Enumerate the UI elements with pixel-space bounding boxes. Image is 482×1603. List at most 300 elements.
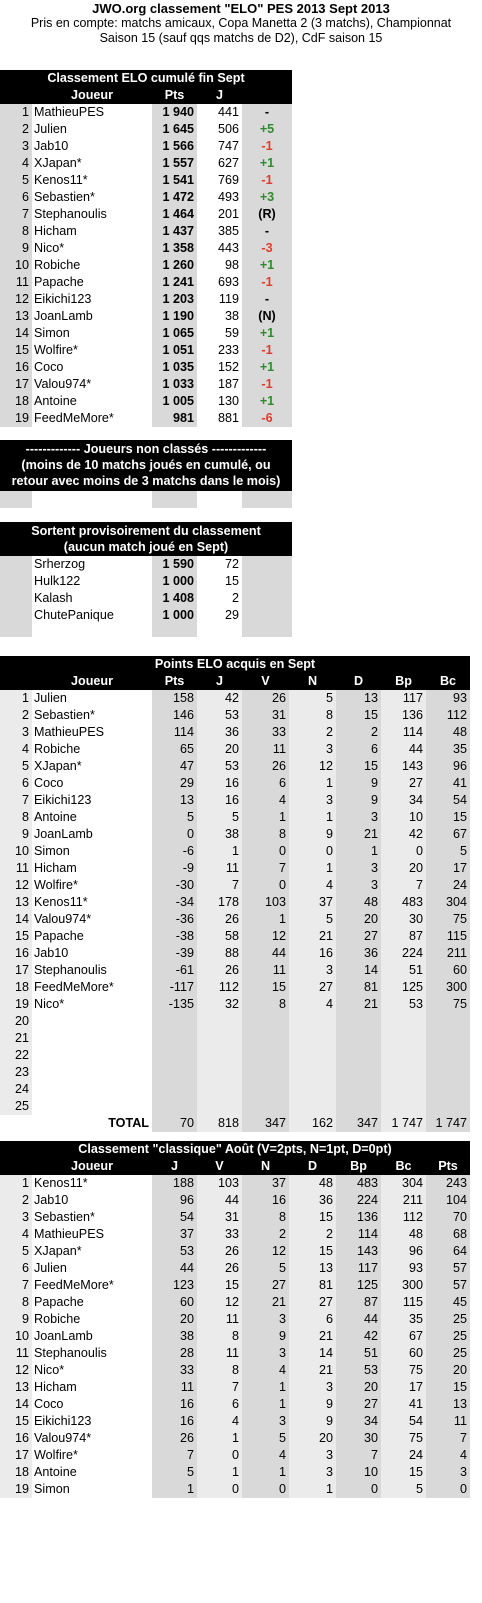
player-cell: Jab10	[34, 139, 69, 153]
d-cell: 21	[289, 1362, 336, 1379]
n-cell: 8	[242, 1209, 289, 1226]
bc-cell	[426, 1030, 470, 1047]
pts-cell	[152, 1098, 197, 1115]
table-row	[0, 556, 292, 573]
rank-cell: 17	[0, 1447, 32, 1464]
player-cell: Julien	[34, 122, 67, 136]
rank-cell: 19	[0, 1481, 32, 1498]
rank-cell: 19	[0, 410, 32, 427]
table-row	[0, 962, 470, 979]
player-cell: Robiche	[34, 258, 81, 272]
j-cell: 37	[152, 1226, 197, 1243]
v-cell: 44	[197, 1192, 242, 1209]
unranked-note-line-2: retour avec moins de 3 matchs dans le mois)	[0, 473, 292, 491]
table-row	[0, 792, 470, 809]
bp-cell: 42	[336, 1328, 381, 1345]
d-cell	[336, 1030, 381, 1047]
d-cell	[336, 1064, 381, 1081]
rank-cell: 4	[0, 155, 32, 172]
rank-cell: 5	[0, 172, 32, 189]
table-row	[0, 1413, 470, 1430]
elo-ranking-table	[0, 70, 292, 427]
table-row	[0, 308, 292, 325]
player-cell: Kenos11*	[34, 895, 88, 909]
j-cell: 493	[217, 190, 239, 204]
rank-cell: 10	[0, 257, 32, 274]
player-cell: Eikichi123	[34, 793, 92, 807]
bc-cell	[426, 1013, 470, 1030]
table-row	[0, 1030, 470, 1047]
n-cell: 4	[242, 1447, 289, 1464]
pts-cell: 1 033	[152, 376, 197, 393]
d-cell: 36	[289, 1192, 336, 1209]
n-cell: 9	[242, 1328, 289, 1345]
bp-cell	[381, 1081, 426, 1098]
j-cell: 112	[197, 979, 242, 996]
j-cell	[197, 1098, 242, 1115]
pts-cell: 114	[152, 724, 197, 741]
rank-cell: 22	[0, 1047, 32, 1064]
table-row	[0, 1277, 470, 1294]
n-cell	[289, 1047, 336, 1064]
bp-cell: 20	[336, 1379, 381, 1396]
table-row	[0, 189, 292, 206]
rank-change-cell: -1	[242, 376, 292, 393]
player-cell: Nico*	[34, 997, 65, 1011]
j-cell: 16	[197, 775, 242, 792]
player-cell: Hicham	[34, 861, 77, 875]
pts-cell: 1 408	[152, 590, 197, 607]
bc-cell: 300	[381, 1277, 426, 1294]
pts-cell: -39	[152, 945, 197, 962]
j-cell: 38	[197, 826, 242, 843]
d-cell: 21	[336, 826, 381, 843]
pts-cell: 1 358	[152, 240, 197, 257]
n-cell: 0	[289, 843, 336, 860]
bc-cell: 48	[426, 724, 470, 741]
v-cell: 1	[197, 1464, 242, 1481]
v-cell	[242, 1081, 289, 1098]
table-row	[0, 894, 470, 911]
col-header-v: V	[197, 1158, 242, 1175]
v-cell: 1	[242, 809, 289, 826]
player-cell: Hicham	[34, 1380, 77, 1394]
n-cell: 37	[242, 1175, 289, 1192]
bp-cell: 51	[381, 962, 426, 979]
pts-cell: 13	[426, 1396, 470, 1413]
n-cell: 21	[242, 1294, 289, 1311]
pts-cell: 243	[426, 1175, 470, 1192]
rank-cell: 25	[0, 1098, 32, 1115]
d-cell: 13	[336, 690, 381, 707]
col-header-bc: Bc	[381, 1158, 426, 1175]
player-cell: Wolfire*	[34, 1448, 78, 1462]
d-cell: 14	[336, 962, 381, 979]
v-cell: 33	[242, 724, 289, 741]
d-cell	[336, 1081, 381, 1098]
col-header-d: D	[336, 673, 381, 690]
table-row	[0, 775, 470, 792]
table-row	[0, 843, 470, 860]
player-cell: Stephanoulis	[34, 963, 107, 977]
player-cell: Papache	[34, 1295, 84, 1309]
rank-cell: 2	[0, 707, 32, 724]
d-cell: 3	[336, 809, 381, 826]
pts-cell: -9	[152, 860, 197, 877]
classic-ranking-title: Classement "classique" Août (V=2pts, N=1pt, D=0pt)	[0, 1141, 470, 1158]
n-cell: 16	[242, 1192, 289, 1209]
rank-cell: 11	[0, 860, 32, 877]
rank-cell: 9	[0, 1311, 32, 1328]
rank-cell: 13	[0, 1379, 32, 1396]
v-cell: 11	[242, 962, 289, 979]
d-cell: 1	[336, 843, 381, 860]
table-row	[0, 741, 470, 758]
rank-cell: 5	[0, 758, 32, 775]
bc-cell: 60	[381, 1345, 426, 1362]
bp-cell: 136	[336, 1209, 381, 1226]
rank-cell: 1	[0, 104, 32, 121]
bc-cell: 41	[426, 775, 470, 792]
player-cell: Sebastien*	[34, 190, 95, 204]
table-row	[0, 1481, 470, 1498]
table-row	[0, 172, 292, 189]
bc-cell: 75	[381, 1362, 426, 1379]
d-cell: 27	[336, 928, 381, 945]
bp-cell: 7	[336, 1447, 381, 1464]
rank-cell: 11	[0, 1345, 32, 1362]
rank-cell: 3	[0, 138, 32, 155]
bp-cell: 87	[336, 1294, 381, 1311]
rank-cell: 16	[0, 945, 32, 962]
j-cell: 1	[152, 1481, 197, 1498]
j-cell: 7	[197, 877, 242, 894]
rank-cell: 14	[0, 1396, 32, 1413]
rank-cell: 8	[0, 223, 32, 240]
v-cell: 8	[197, 1362, 242, 1379]
player-cell: Hicham	[34, 224, 77, 238]
rank-change-cell: +5	[242, 121, 292, 138]
d-cell: 15	[289, 1243, 336, 1260]
rank-cell: 1	[0, 1175, 32, 1192]
table-row	[0, 342, 292, 359]
rank-cell: 12	[0, 877, 32, 894]
pts-cell: 11	[426, 1413, 470, 1430]
v-cell: 103	[242, 894, 289, 911]
rank-change-cell: (R)	[242, 206, 292, 223]
pts-cell: -135	[152, 996, 197, 1013]
player-cell: Valou974*	[34, 377, 92, 391]
bp-cell: 30	[336, 1430, 381, 1447]
pts-cell: 5	[152, 809, 197, 826]
pts-cell	[152, 1030, 197, 1047]
j-cell: 201	[217, 207, 239, 221]
pts-cell	[152, 1064, 197, 1081]
player-cell: Papache	[34, 929, 84, 943]
pts-cell: 4	[426, 1447, 470, 1464]
rank-change-cell: (N)	[242, 308, 292, 325]
pts-cell: 104	[426, 1192, 470, 1209]
j-cell: 441	[217, 105, 239, 119]
player-cell: FeedMeMore*	[34, 411, 114, 425]
v-cell: 1	[197, 1430, 242, 1447]
page-header	[0, 0, 482, 46]
player-cell	[32, 1064, 152, 1081]
n-cell: 3	[242, 1413, 289, 1430]
j-cell: 130	[217, 394, 239, 408]
bp-cell: 42	[381, 826, 426, 843]
d-cell: 3	[336, 860, 381, 877]
j-cell: 16	[152, 1396, 197, 1413]
v-cell: 0	[242, 877, 289, 894]
col-header-j: J	[152, 1158, 197, 1175]
bp-cell: 117	[336, 1260, 381, 1277]
table-row	[0, 877, 470, 894]
table-row	[0, 410, 292, 427]
v-cell: 7	[242, 860, 289, 877]
pts-cell: 1 472	[152, 189, 197, 206]
table-row	[0, 860, 470, 877]
bc-cell: 35	[426, 741, 470, 758]
table-row	[0, 138, 292, 155]
table-row	[0, 826, 470, 843]
n-cell: 16	[289, 945, 336, 962]
d-cell	[336, 1047, 381, 1064]
unranked-note-line-1: (moins de 10 matchs joués en cumulé, ou	[0, 457, 292, 473]
j-cell: 627	[217, 156, 239, 170]
v-cell: 8	[197, 1328, 242, 1345]
bc-cell: 15	[426, 809, 470, 826]
table-row	[0, 1081, 470, 1098]
player-cell: FeedMeMore*	[34, 1278, 114, 1292]
j-cell: 38	[224, 309, 239, 323]
col-header-v: V	[242, 673, 289, 690]
v-cell: 6	[242, 775, 289, 792]
pts-cell	[152, 1047, 197, 1064]
player-cell: Valou974*	[34, 1431, 92, 1445]
bc-cell: 24	[381, 1447, 426, 1464]
j-cell	[197, 1081, 242, 1098]
player-cell: Antoine	[34, 810, 77, 824]
pts-cell: 1 566	[152, 138, 197, 155]
player-cell: Julien	[34, 691, 67, 705]
n-cell: 1	[242, 1396, 289, 1413]
v-cell: 1	[242, 911, 289, 928]
n-cell: 2	[289, 724, 336, 741]
pts-cell: 1 000	[152, 573, 197, 590]
j-cell: 693	[217, 275, 239, 289]
bp-cell: 10	[381, 809, 426, 826]
n-cell	[289, 1030, 336, 1047]
rank-cell: 8	[0, 1294, 32, 1311]
table-row	[0, 590, 292, 607]
rank-change-cell	[242, 607, 292, 624]
pts-cell: 29	[152, 775, 197, 792]
j-cell: 5	[197, 809, 242, 826]
pts-cell: 1 000	[152, 607, 197, 624]
j-cell: 26	[152, 1430, 197, 1447]
bp-cell: 27	[381, 775, 426, 792]
table-row	[0, 1243, 470, 1260]
bc-cell: 211	[381, 1192, 426, 1209]
pts-cell: 1 645	[152, 121, 197, 138]
rank-cell: 12	[0, 291, 32, 308]
rank-cell: 24	[0, 1081, 32, 1098]
bc-cell	[426, 1081, 470, 1098]
d-cell: 6	[336, 741, 381, 758]
d-cell: 20	[336, 911, 381, 928]
pts-cell: 1 590	[152, 556, 197, 573]
v-cell: 0	[197, 1447, 242, 1464]
pts-cell: 64	[426, 1243, 470, 1260]
n-cell	[289, 1081, 336, 1098]
rank-cell: 2	[0, 121, 32, 138]
pts-cell: -6	[152, 843, 197, 860]
bc-cell: 93	[381, 1260, 426, 1277]
d-cell: 81	[289, 1277, 336, 1294]
player-cell: Coco	[34, 776, 64, 790]
table-row	[0, 928, 470, 945]
v-cell: 11	[242, 741, 289, 758]
elo-gained-table	[0, 656, 470, 1132]
player-cell: Eikichi123	[34, 1414, 92, 1428]
j-cell: 53	[197, 758, 242, 775]
rank-change-cell: -	[242, 104, 292, 121]
bp-cell: 224	[336, 1192, 381, 1209]
pts-cell: 1 051	[152, 342, 197, 359]
d-cell: 15	[336, 758, 381, 775]
j-cell: 44	[152, 1260, 197, 1277]
d-cell: 15	[289, 1209, 336, 1226]
n-cell	[289, 1098, 336, 1115]
rank-cell: 19	[0, 996, 32, 1013]
pts-cell: 45	[426, 1294, 470, 1311]
j-cell: 506	[217, 122, 239, 136]
rank-change-cell	[242, 590, 292, 607]
j-cell: 152	[217, 360, 239, 374]
player-cell: Wolfire*	[34, 343, 78, 357]
j-cell: 20	[197, 741, 242, 758]
rank-cell: 9	[0, 826, 32, 843]
bc-cell: 48	[381, 1226, 426, 1243]
rank-cell: 9	[0, 240, 32, 257]
table-row	[0, 376, 292, 393]
table-row	[0, 155, 292, 172]
temp-out-title: Sortent provisoirement du classement	[0, 522, 292, 539]
player-cell: Hulk122	[34, 574, 81, 588]
rank-cell: 13	[0, 308, 32, 325]
d-cell: 3	[289, 1464, 336, 1481]
player-cell: Sebastien*	[34, 1210, 95, 1224]
table-row	[0, 1064, 470, 1081]
classic-body	[0, 1175, 470, 1498]
rank-cell: 15	[0, 928, 32, 945]
rank-cell: 2	[0, 1192, 32, 1209]
table-row	[0, 1328, 470, 1345]
n-cell: 21	[289, 928, 336, 945]
n-cell: 1	[289, 809, 336, 826]
d-cell: 9	[336, 792, 381, 809]
bp-cell	[381, 1047, 426, 1064]
rank-change-cell: +1	[242, 257, 292, 274]
pts-cell: 1 557	[152, 155, 197, 172]
col-header-n: N	[242, 1158, 289, 1175]
bp-cell: 0	[336, 1481, 381, 1498]
v-cell: 4	[197, 1413, 242, 1430]
n-cell: 9	[289, 826, 336, 843]
rank-cell: 11	[0, 274, 32, 291]
table-row	[0, 1226, 470, 1243]
pts-cell: 15	[426, 1379, 470, 1396]
n-cell: 5	[289, 911, 336, 928]
n-cell: 1	[289, 775, 336, 792]
rank-cell: 23	[0, 1064, 32, 1081]
table-row	[0, 573, 292, 590]
j-cell: 20	[152, 1311, 197, 1328]
bp-cell: 34	[381, 792, 426, 809]
v-cell: 11	[197, 1345, 242, 1362]
d-cell: 21	[289, 1328, 336, 1345]
player-cell	[32, 1098, 152, 1115]
pts-cell: -117	[152, 979, 197, 996]
player-cell: Antoine	[34, 1465, 77, 1479]
bp-cell: 125	[336, 1277, 381, 1294]
table-row	[0, 1175, 470, 1192]
n-cell: 3	[242, 1311, 289, 1328]
v-cell: 12	[197, 1294, 242, 1311]
n-cell: 1	[242, 1379, 289, 1396]
j-cell: 15	[224, 574, 239, 588]
player-cell: XJapan*	[34, 1244, 82, 1258]
j-cell: 7	[152, 1447, 197, 1464]
d-cell: 81	[336, 979, 381, 996]
rank-cell: 15	[0, 342, 32, 359]
player-cell: Coco	[34, 360, 64, 374]
bc-cell: 17	[381, 1379, 426, 1396]
bp-cell: 7	[381, 877, 426, 894]
j-cell: 96	[152, 1192, 197, 1209]
j-cell: 58	[197, 928, 242, 945]
table-row	[0, 1464, 470, 1481]
pts-cell: 13	[152, 792, 197, 809]
d-cell: 48	[336, 894, 381, 911]
player-cell: Kalash	[34, 591, 73, 605]
n-cell: 2	[242, 1226, 289, 1243]
elo-gained-body	[0, 690, 470, 1115]
bc-cell	[426, 1047, 470, 1064]
rank-cell: 7	[0, 792, 32, 809]
pts-cell: 1 190	[152, 308, 197, 325]
bc-cell: 24	[426, 877, 470, 894]
v-cell: 31	[242, 707, 289, 724]
j-cell	[197, 1064, 242, 1081]
bp-cell: 224	[381, 945, 426, 962]
d-cell: 6	[289, 1311, 336, 1328]
pts-cell: 0	[152, 826, 197, 843]
rank-cell: 18	[0, 979, 32, 996]
j-cell: 123	[152, 1277, 197, 1294]
rank-change-cell: +1	[242, 359, 292, 376]
j-cell: 88	[197, 945, 242, 962]
rank-cell: 15	[0, 1413, 32, 1430]
table-row	[0, 758, 470, 775]
player-cell: JoanLamb	[34, 827, 93, 841]
bc-cell: 75	[426, 996, 470, 1013]
bp-cell: 27	[336, 1396, 381, 1413]
table-row	[0, 979, 470, 996]
rank-change-cell: +1	[242, 155, 292, 172]
table-row	[0, 121, 292, 138]
